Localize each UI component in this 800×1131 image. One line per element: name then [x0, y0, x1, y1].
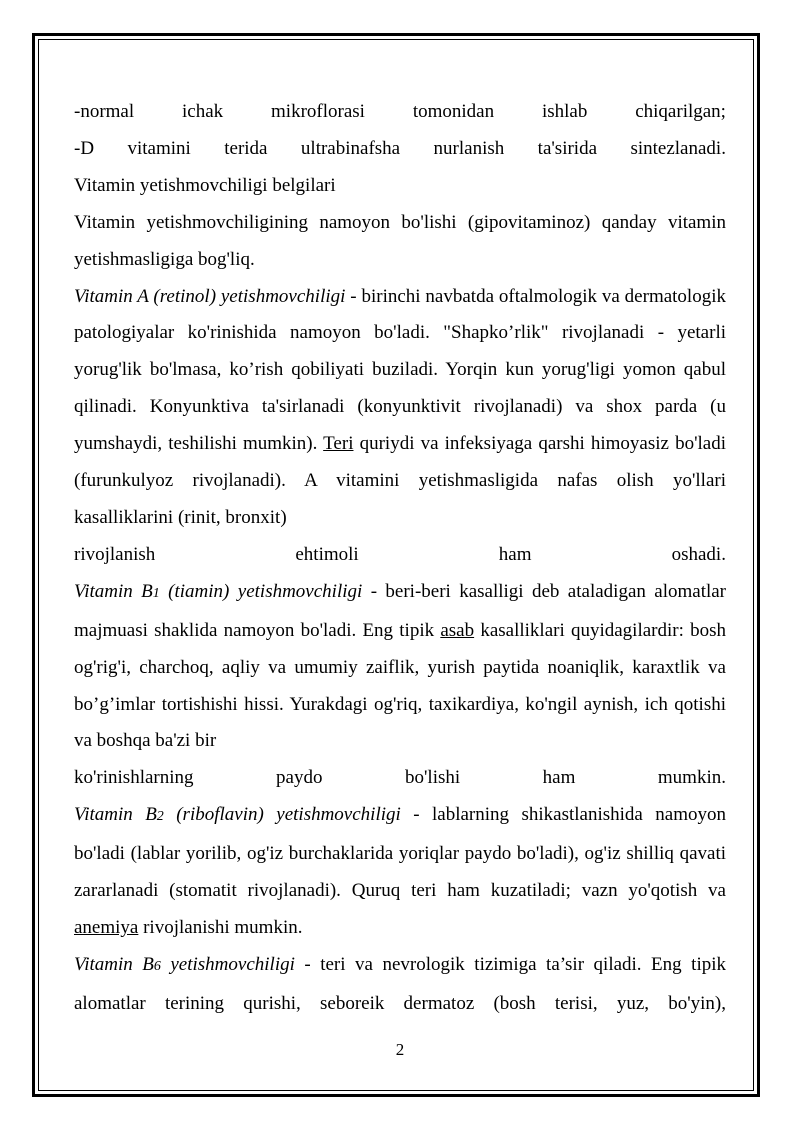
- vitamin-b2-title-a: Vitamin B: [74, 804, 157, 826]
- text-line-2: [74, 131, 726, 168]
- word: ham: [542, 767, 576, 789]
- vitamin-b2-title: [74, 804, 401, 825]
- word: ta'sirida: [537, 137, 598, 159]
- vitamin-b2-paragraph: [74, 797, 726, 947]
- word: ishlab: [541, 101, 588, 122]
- vitamin-b2-title-b: (riboflavin) yetishmovchiligi: [163, 804, 401, 826]
- word: ko'rinishlarning: [74, 767, 194, 789]
- word: nurlanish: [433, 137, 505, 159]
- section-heading: Vitamin yetishmovchiligi belgilari: [74, 174, 336, 196]
- vitamin-b1-paragraph: [74, 574, 726, 761]
- vitamin-b1-text-1: - beri-beri kasalligi deb ataladigan alomatlar majmuasi shaklida namoyon bo'ladi. Eng tipik: [74, 580, 727, 641]
- page-number: 2: [395, 1040, 405, 1059]
- word: mikroflorasi: [271, 101, 365, 122]
- vitamin-b2-text-2: rivojlanishi mumkin.: [138, 916, 303, 938]
- word: ichak: [182, 101, 224, 122]
- vitamin-b6-subscript: 6: [153, 958, 161, 974]
- word: chiqarilgan;: [635, 101, 726, 122]
- vitamin-a-text-2: quriydi va infeksiyaga qarshi himoyasiz bo'ladi (furunkulyoz rivojlanadi). A vitamini yetishmasligida nafas olish yo'llari kasalliklarini (rinit, bronxit): [74, 433, 726, 528]
- word: sintezlanadi.: [630, 137, 726, 159]
- text-line-1: [74, 94, 726, 131]
- word: terida: [224, 137, 268, 159]
- vitamin-b1-text-2: kasalliklari quyidagilardir: bosh og'rig'i, charchoq, aqliy va umumiy zaiflik, yurish paytida noaniqlik, karaxtlik va bo’g’imlar tortishishi hissi. Yurakdagi og'riq, taxikardiya, ko'ngil aynish, ich qotishi va boshqa ba'zi bir: [74, 619, 726, 752]
- word: paydo: [276, 767, 323, 789]
- vitamin-a-title: Vitamin A (retinol) yetishmovchiligi: [74, 285, 346, 307]
- vitamin-b6-title: [74, 954, 295, 975]
- vitamin-a-text-1: - birinchi navbatda oftalmologik va dermatologik patologiyalar ko'rinishida namoyon bo'ladi. "Shapko’rlik" rivojlanadi - yetarli yorug'lik bo'lmasa, ko’rish qobiliyati buziladi. Yorqin kun yorug'ligi yomon qabul qilinadi. Konyunktiva ta'sirlanadi (konyunktivit rivojlanadi) va shox parda (u yumshaydi, teshilishi mumkin).: [74, 285, 726, 455]
- vitamin-b6-title-b: yetishmovchiligi: [160, 953, 295, 975]
- word: tomonidan: [412, 101, 495, 122]
- vitamin-a-paragraph: [74, 279, 726, 537]
- word: -D: [74, 137, 95, 159]
- vitamin-b1-title: [74, 581, 362, 602]
- word: oshadi.: [671, 543, 726, 565]
- word: -normal: [74, 101, 135, 122]
- word: ehtimoli: [295, 543, 359, 565]
- word: mumkin.: [657, 767, 726, 789]
- anemiya-link[interactable]: anemiya: [74, 916, 139, 938]
- word: ultrabinafsha: [300, 137, 401, 159]
- word: bo'lishi: [405, 767, 461, 789]
- word: vitamini: [127, 137, 191, 159]
- intro-paragraph: Vitamin yetishmovchiligining namoyon bo'lishi (gipovitaminoz) qanday vitamin yetishmasligiga bog'liq.: [74, 211, 726, 270]
- vitamin-b2-text-1: - lablarning shikastlanishida namoyon bo'ladi (lablar yorilib, og'iz burchaklarida yoriqlar paydo bo'ladi), og'iz shilliq qavati zararlanadi (stomatit rivojlanadi). Quruq teri ham kuzatiladi; vazn yo'qotish va: [74, 804, 726, 902]
- word: rivojlanish: [74, 543, 156, 565]
- vitamin-b6-paragraph: [74, 947, 726, 1023]
- vitamin-b1-last-line: [74, 760, 726, 797]
- vitamin-b2-subscript: 2: [156, 809, 164, 825]
- vitamin-a-last-line: [74, 537, 726, 574]
- document-body: [74, 94, 726, 1023]
- asab-link[interactable]: asab: [440, 619, 475, 641]
- vitamin-b6-title-a: Vitamin B: [74, 953, 154, 975]
- teri-link[interactable]: Teri: [323, 433, 354, 455]
- vitamin-b1-title-a: Vitamin B: [74, 580, 153, 602]
- vitamin-b6-text-1: - teri va nevrologik tizimiga ta’sir qiladi. Eng tipik alomatlar terining qurishi, seboreik dermatoz (bosh terisi, yuz, bo'yin),: [74, 953, 726, 1014]
- vitamin-b1-title-b: (tiamin) yetishmovchiligi: [159, 580, 363, 602]
- word: ham: [498, 543, 532, 565]
- vitamin-b1-subscript: 1: [152, 585, 160, 601]
